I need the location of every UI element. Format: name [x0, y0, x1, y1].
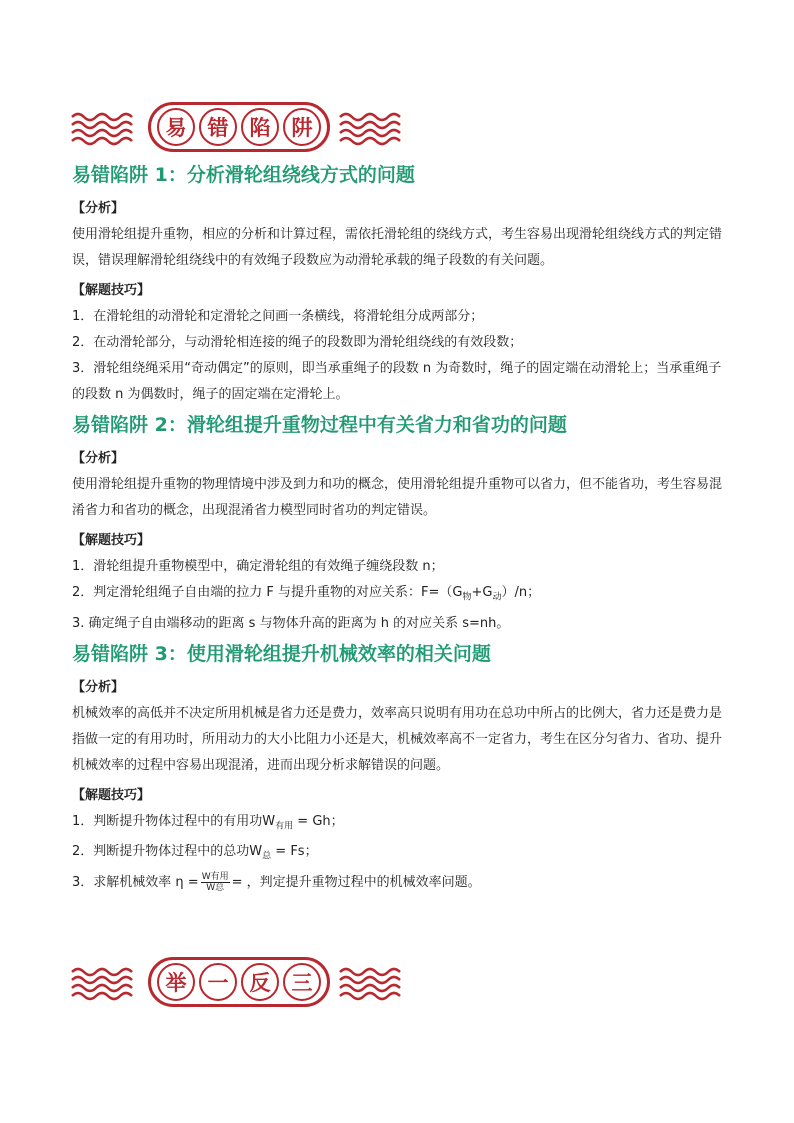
banner-char: 易: [157, 108, 195, 146]
wave-decoration-left-icon: [70, 107, 140, 147]
banner-char: 一: [199, 963, 237, 1001]
fraction-denominator: W总: [206, 882, 225, 893]
wave-decoration-right-icon: [338, 107, 408, 147]
tip-text: 1．判断提升物体过程中的有用功: [72, 813, 263, 829]
tip-item: [72, 580, 732, 611]
tip-item: 2．在动滑轮部分，与动滑轮相连接的绳子的段数即为滑轮组绕线的有效段数；: [72, 335, 523, 350]
formula-sub: 总: [262, 851, 272, 862]
tip-item: 1．在滑轮组的动滑轮和定滑轮之间画一条横线，将滑轮组分成两部分；: [72, 309, 484, 324]
analysis-text: 使用滑轮组提升重物，相应的分析和计算过程，需依托滑轮组的绕线方式，考生容易出现滑轮组绕线方式的判定错误，错误理解滑轮组绕线中的有效绳子段数应为动滑轮承载的绳子段数的有关问题。: [72, 227, 723, 268]
formula-sub: 有用: [275, 821, 294, 832]
tips-label: 【解题技巧】: [72, 283, 151, 298]
analysis-label: 【分析】: [72, 679, 125, 695]
fraction-numerator: W有用: [201, 871, 229, 882]
tip-text: 3．求解机械效率: [72, 874, 172, 890]
document-body: [72, 158, 732, 896]
section-title: 易错陷阱 2：滑轮组提升重物过程中有关省力和省功的问题: [72, 414, 567, 436]
banner-char: 举: [157, 963, 195, 1001]
fraction: [201, 872, 230, 893]
formula-part: ）/n；: [501, 585, 541, 600]
tip-item: [72, 870, 732, 896]
formula-w: W: [249, 844, 263, 860]
analysis-text: 使用滑轮组提升重物的物理情境中涉及到力和功的概念，使用滑轮组提升重物可以省力，但不能省功，考生容易混淆省力和省功的概念，出现混淆省力模型同时省功的判定错误。: [72, 477, 723, 518]
wave-decoration-right-icon: [338, 962, 408, 1002]
section-title: 易错陷阱 1：分析滑轮组绕线方式的问题: [72, 164, 415, 186]
formula-part: F=（G: [421, 585, 463, 600]
banner-juyi-fansan: [70, 958, 440, 1006]
tip-item: [72, 839, 732, 870]
banner-char: 反: [241, 963, 279, 1001]
tip-item: 1．滑轮组提升重物模型中，确定滑轮组的有效绳子缠绕段数 n；: [72, 559, 444, 574]
tip-text: 2．判定滑轮组绳子自由端的拉力 F 与提升重物的对应关系：: [72, 585, 422, 600]
banner-char: 陷: [241, 108, 279, 146]
formula-part: +G: [471, 585, 493, 600]
wave-decoration-left-icon: [70, 962, 140, 1002]
banner-char: 三: [283, 963, 321, 1001]
tip-text: 2．判断提升物体过程中的总功: [72, 844, 250, 860]
tip-item: 3．滑轮组绕绳采用“奇动偶定”的原则，即当承重绳子的段数 n 为奇数时，绳子的固定端在动滑轮上；当承重绳子的段数 n 为偶数时，绳子的固定端在定滑轮上。: [72, 361, 722, 402]
banner-yicuo-xianjing: [70, 103, 440, 151]
analysis-label: 【分析】: [72, 201, 125, 216]
formula: [421, 585, 541, 603]
tips-label: 【解题技巧】: [72, 533, 151, 548]
banner-char: 阱: [283, 108, 321, 146]
tips-label: 【解题技巧】: [72, 787, 151, 803]
banner-pill: [148, 102, 330, 152]
banner-char: 错: [199, 108, 237, 146]
tip-item: 3. 确定绳子自由端移动的距离 s 与物体升高的距离为 h 的对应关系 s=nh。: [72, 615, 510, 631]
formula-sub: 动: [492, 592, 502, 603]
analysis-text: 机械效率的高低并不决定所用机械是省力还是费力，效率高只说明有用功在总功中所占的比例大，省力还是费力是指做一定的有用功时，所用动力的大小比阻力小还是大，机械效率高不一定省力，考生在区分匀省力、省功、提升机械效率的过程中容易出现混淆，进而出现分析求解错误的问题。: [72, 705, 723, 773]
formula-eq: = Gh；: [293, 813, 344, 829]
banner-pill: [148, 957, 330, 1007]
section-title: 易错陷阱 3：使用滑轮组提升机械效率的相关问题: [72, 642, 491, 665]
formula-eq: = Fs；: [271, 844, 318, 860]
formula-eta: η =: [171, 874, 199, 890]
formula-sub: 物: [462, 592, 472, 603]
formula-w: W: [262, 813, 276, 829]
tip-item: [72, 809, 732, 840]
formula-post: = ，判定提升重物过程中的机械效率问题。: [231, 874, 481, 890]
analysis-label: 【分析】: [72, 451, 125, 466]
